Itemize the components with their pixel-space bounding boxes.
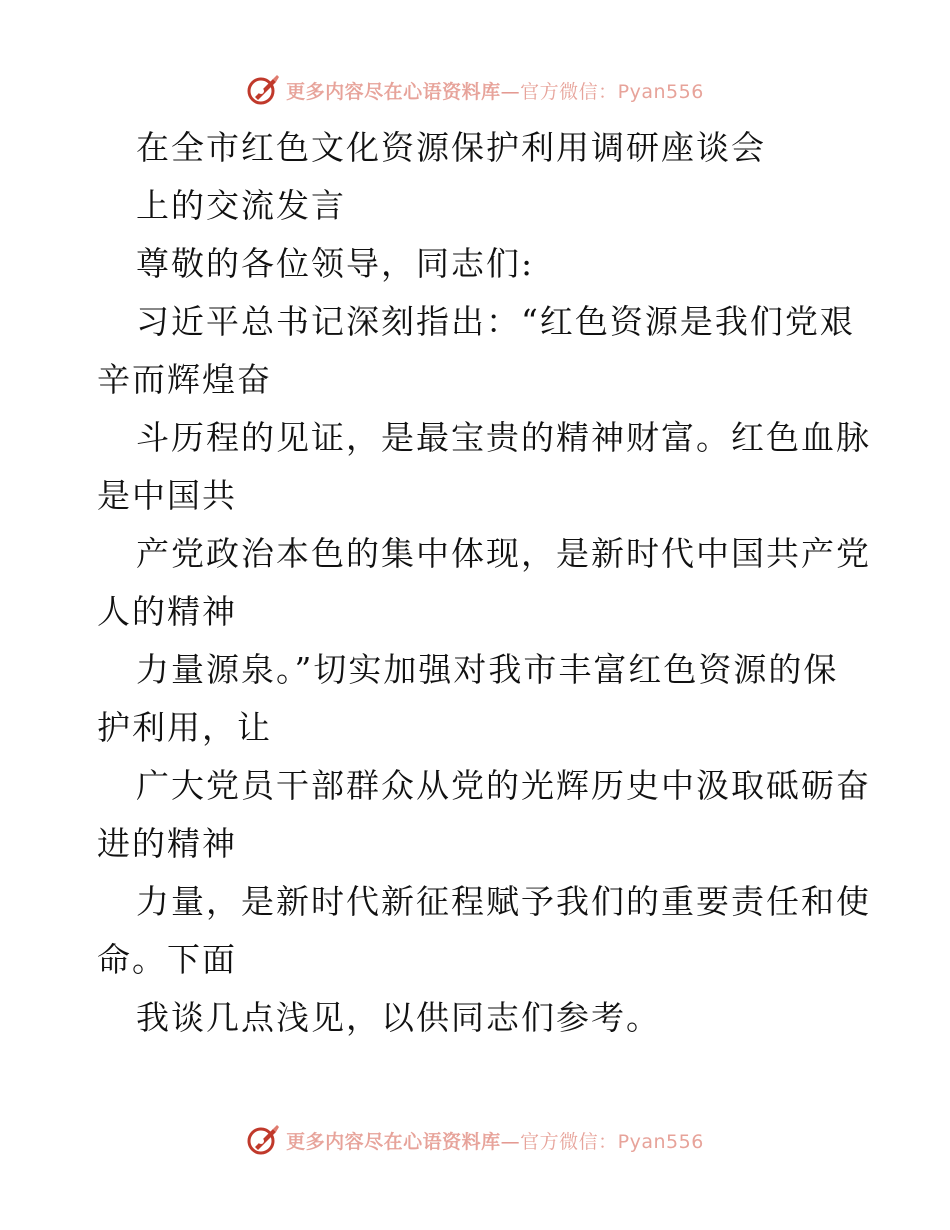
- paragraph-line: 进的精神: [97, 824, 237, 863]
- paragraph-line: 广大党员干部群众从党的光辉历史中汲取砥砺奋: [136, 766, 871, 805]
- pen-logo-icon: [246, 73, 280, 107]
- paragraph-line: 是中国共: [97, 476, 237, 515]
- title-line-1: 在全市红色文化资源保护利用调研座谈会: [136, 128, 766, 167]
- paragraph-line: 产党政治本色的集中体现，是新时代中国共产党: [136, 534, 871, 573]
- paragraph-line: 辛而辉煌奋: [97, 360, 272, 399]
- paragraph-line: 习近平总书记深刻指出：“红色资源是我们党艰: [136, 302, 855, 341]
- paragraph-line: 斗历程的见证，是最宝贵的精神财富。红色血脉: [136, 418, 871, 457]
- paragraph-line: 力量源泉。”切实加强对我市丰富红色资源的保: [136, 650, 839, 689]
- salutation: 尊敬的各位领导，同志们:: [136, 244, 535, 283]
- paragraph-line: 人的精神: [97, 592, 237, 631]
- pen-logo-icon: [246, 1123, 280, 1157]
- footer-watermark: [0, 1120, 950, 1160]
- paragraph-line: 命。下面: [97, 940, 237, 979]
- header-watermark: [0, 70, 950, 110]
- watermark-text: 更多内容尽在心语资料库—官方微信：Pyan556: [286, 80, 704, 103]
- paragraph-line: 护利用，让: [97, 708, 272, 747]
- paragraph-line: 我谈几点浅见，以供同志们参考。: [136, 998, 661, 1037]
- title-line-2: 上的交流发言: [136, 186, 346, 225]
- watermark-text: 更多内容尽在心语资料库—官方微信：Pyan556: [286, 1130, 704, 1153]
- paragraph-line: 力量，是新时代新征程赋予我们的重要责任和使: [136, 882, 871, 921]
